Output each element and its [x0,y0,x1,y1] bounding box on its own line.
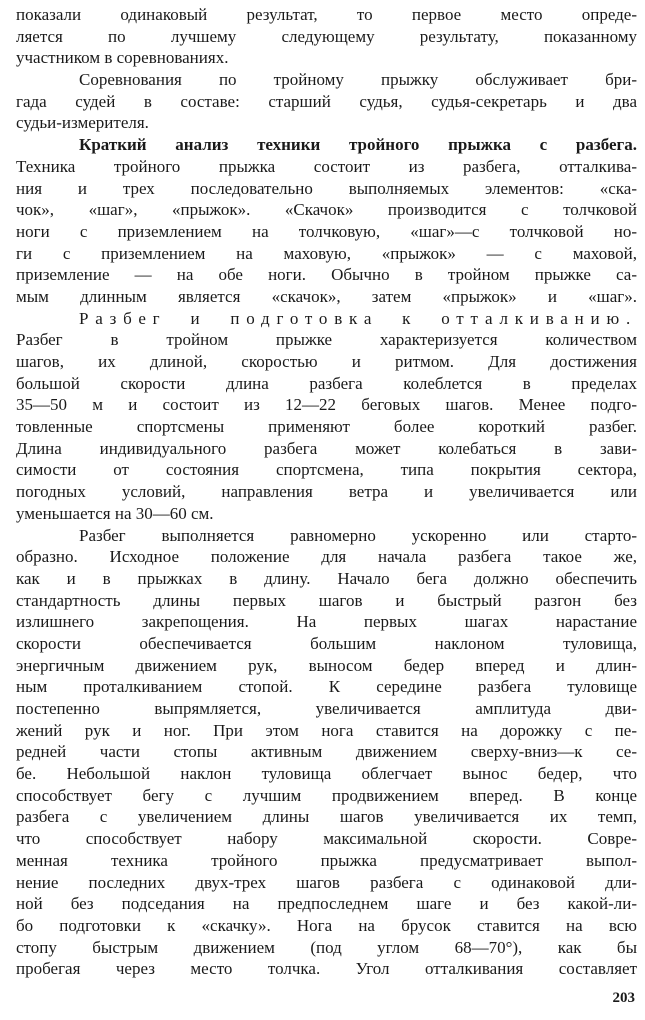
text-line: как и в прыжках в длину. Начало бега должно обеспечить [16,568,637,588]
text-line: участником в соревнованиях. [16,48,229,68]
text-line: ния и трех последовательно выполняемых элементов: «ска- [16,178,637,198]
page-number: 203 [612,990,635,1006]
text-line: шагов, их длиной, скоростью и ритмом. Для достижения [16,352,637,371]
text-line: стопу быстрым движением (под углом 68—70°), как бы [16,937,637,957]
text-line: постепенно выпрямляется, увеличивается амплитуда дви- [16,699,637,718]
paragraph [16,134,637,308]
text-line: товленные спортсмены применяют более короткий разбег. [16,417,637,437]
text-line: гада судей в составе: старший судья, судья-секретарь и два [16,91,637,111]
subsection-heading: Разбег и подготовка к отталкиванию. [79,308,637,328]
text-line: бе. Небольшой наклон туловища облегчает вынос бедер, что [16,764,637,784]
paragraph [16,308,637,525]
text-line: уменьшается на 30—60 см. [16,503,214,523]
text-line: излишнего закрепощения. На первых шагах нарастание [16,612,637,632]
text-line: показали одинаковый результат, то первое место опреде- [16,5,637,24]
text-line: симости от состояния спортсмена, типа покрытия сектора, [16,460,637,480]
text-line: ноги с приземлением на толчковую, «шаг»—с толчковой но- [16,221,637,241]
text-line: Разбег в тройном прыжке характеризуется количеством [16,330,637,350]
text-line: мым длинным является «скачок», затем «прыжок» и «шаг». [16,286,637,306]
paragraph [16,69,637,134]
text-line: редней части стопы активным движением сверху-вниз—к се- [16,742,637,762]
text-line: Разбег выполняется равномерно ускоренно или старто- [79,525,637,545]
section-heading: Краткий анализ техники тройного прыжка с разбега. [79,135,637,155]
text-line: судьи-измерителя. [16,113,149,133]
text-line: бо подготовки к «скачку». Нога на брусок ставится на всю [16,915,637,935]
text-line: приземление — на обе ноги. Обычно в тройном прыжке са- [16,265,637,285]
text-line: большой скорости длина разбега колеблется в пределах [16,373,637,393]
text-line: ным проталкиванием стопой. К середине разбега туловище [16,677,637,697]
text-line: образно. Исходное положение для начала разбега такое же, [16,547,637,567]
text-line: ляется по лучшему следующему результату, показанному [16,26,637,46]
text-line: чок», «шаг», «прыжок». «Скачок» производится с толчковой [16,200,637,220]
paragraph [16,525,637,980]
text-line: энергичным движением рук, выносом бедер вперед и длин- [16,655,637,675]
page-body [16,4,637,980]
text-line: ги с приземлением на маховую, «прыжок» — с маховой, [16,243,637,263]
text-line: разбега с увеличением длины шагов увеличивается их темп, [16,807,637,827]
text-line: ной без подседания на предпоследнем шаге и без какой-ли- [16,894,637,914]
text-line: что способствует набору максимальной скорости. Совре- [16,829,637,849]
text-line: менная техника тройного прыжка предусматривает выпол- [16,850,637,870]
text-line: Техника тройного прыжка состоит из разбега, отталкива- [16,156,637,176]
text-line: погодных условий, направления ветра и увеличивается или [16,482,637,502]
text-line: стандартность длины первых шагов и быстрый разгон без [16,590,637,610]
text-line: Соревнования по тройному прыжку обслуживает бри- [79,70,637,90]
text-line: жений рук и ног. При этом нога ставится на дорожку с пе- [16,720,637,740]
text-line: способствует бегу с лучшим продвижением вперед. В конце [16,785,637,805]
paragraph [16,4,637,69]
text-line: скорости обеспечивается большим наклоном туловища, [16,633,637,653]
text-line: нение последних двух-трех шагов разбега с одинаковой дли- [16,872,637,892]
text-line: пробегая через место толчка. Угол отталкивания составляет [16,959,637,979]
text-line: Длина индивидуального разбега может колебаться в зави- [16,438,637,458]
text-line: 35—50 м и состоит из 12—22 беговых шагов. Менее подго- [16,395,637,415]
